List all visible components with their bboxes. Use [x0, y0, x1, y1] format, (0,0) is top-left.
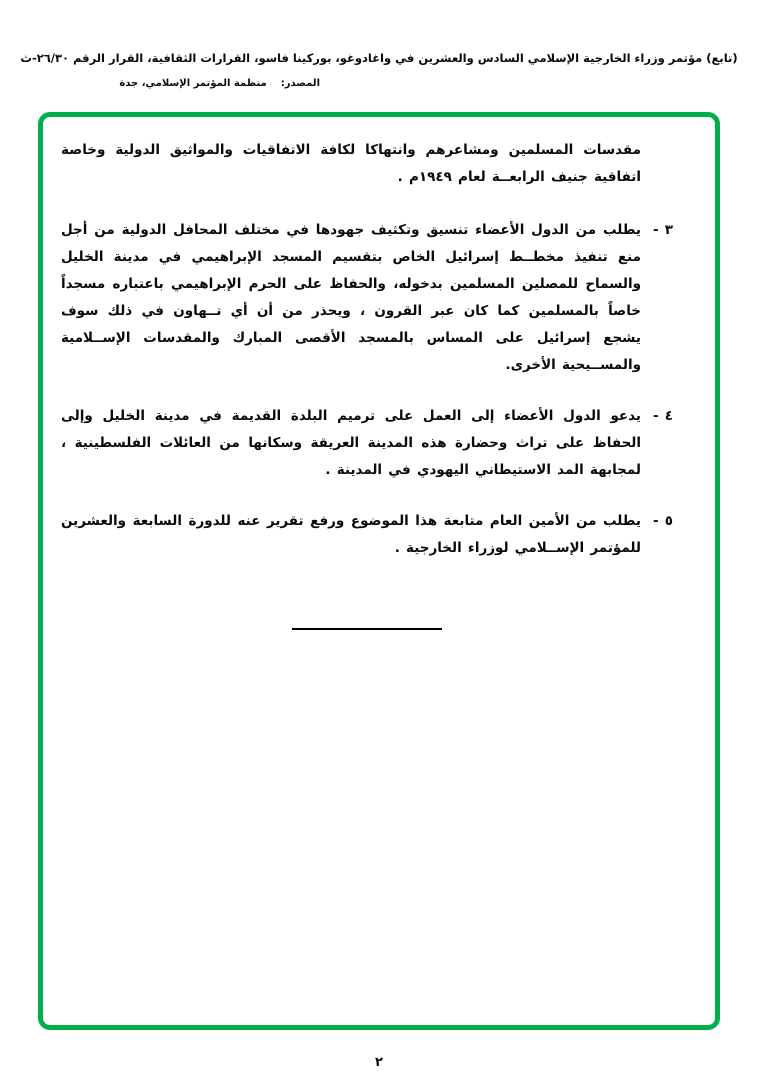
intro-paragraph: مقدسات المسلمين ومشاعرهم وانتهاكا لكافة الاتفاقيات والمواثيق الدولية وخاصة اتفاقية جنيف الرابعــة لعام ١٩٤٩م .	[61, 142, 641, 185]
item-number: ٥ -	[652, 513, 673, 529]
resolution-item	[61, 403, 673, 484]
resolution-box	[38, 112, 720, 1030]
item-text: يطلب من الأمين العام متابعة هذا الموضوع ورفع تقرير عنه للدورة السابعة والعشرين للمؤتمر الإســلامي لوزراء الخارجية .	[61, 513, 641, 556]
document-header-title: (تابع) مؤتمر وزراء الخارجية الإسلامي السادس والعشرين في واغادوغو، بوركينا فاسو، القرارات الثقافية، القرار الرقم ٢٦/٣٠-ث	[20, 51, 738, 65]
section-divider	[292, 628, 442, 630]
source-line	[0, 78, 320, 89]
item-text: يطلب من الدول الأعضاء تنسيق وتكثيف جهودها في مختلف المحافل الدولية من أجل منع تنفيذ مخطــط إسرائيل الخاص بتقسيم المسجد الإبراهيمي في مدينة الخليل والسماح للمصلين المسلمين بدخوله، والحفاظ على الحرم الإبراهيمي باعتباره مسجداً خاصاً بالمسلمين كما كان عبر القرون ، ويحذر من أن أي تــهاون في ذلك سوف يشجع إسرائيل على المساس بالمسجد الأقصى المبارك والمقدسات الإســلامية والمســيحية الأخرى.	[61, 222, 641, 373]
item-text: يدعو الدول الأعضاء إلى العمل على ترميم البلدة القديمة في مدينة الخليل وإلى الحفاظ على تراث وحضارة هذه المدينة العريقة وسكانها من العائلات الفلسطينية ، لمجابهة المد الاستيطاني اليهودي في المدينة .	[61, 408, 641, 478]
item-number: ٤ -	[652, 408, 673, 424]
item-number: ٣ -	[652, 222, 673, 238]
resolution-item	[61, 508, 673, 562]
page-number: ٢	[375, 1055, 383, 1070]
resolution-item	[61, 217, 673, 379]
source-label: المصدر:	[280, 78, 320, 89]
source-value: منظمة المؤتمر الإسلامي، جدة	[119, 78, 267, 89]
